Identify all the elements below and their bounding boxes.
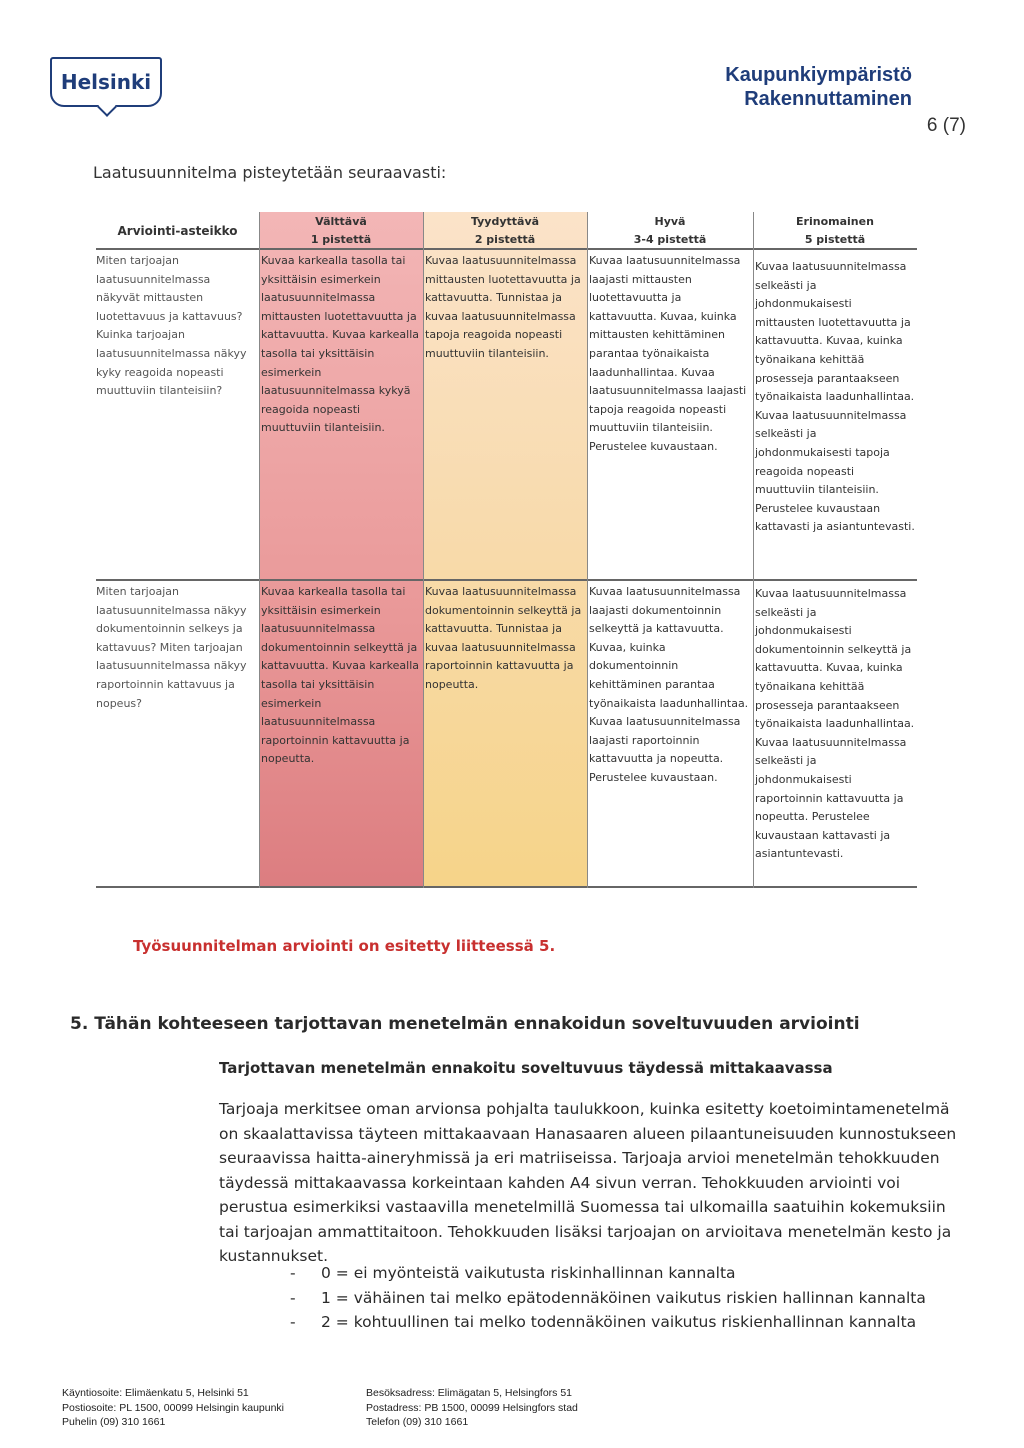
list-item: - 2 = kohtuullinen tai melko todennäköinen vaikutus riskienhallinnan kannalta [290, 1313, 917, 1331]
footer-left-line-1: Postiosoite: PL 1500, 00099 Helsingin kaupunki [62, 1401, 285, 1414]
header-hyva-title: Hyvä [654, 215, 686, 228]
scale-item-2: 2 = kohtuullinen tai melko todennäköinen vaikutus riskienhallinnan kannalta [321, 1313, 917, 1331]
header-tyydyttava [423, 213, 587, 249]
row2-erinomainen: Kuvaa laatusuunnitelmassa selkeästi ja johdonmukaisesti dokumentoinnin selkeyttä ja kattavuutta. Kuvaa, kuinka työnaikana kehittää prosesseja parantaakseen työnaikaista laadunhallintaa. Kuvaa laatusuunnitelmassa selkeästi ja johdonmukaisesti raportoinnin kattavuutta ja nopeutta. Perustelee kuvaustaan kattavasti ja asiantuntevasti. [755, 587, 915, 861]
header-tyydyttava-title: Tyydyttävä [470, 215, 540, 228]
footer-right-line-1: Postadress: PB 1500, 00099 Helsingfors stad [366, 1401, 578, 1414]
row1-erinomainen: Kuvaa laatusuunnitelmassa selkeästi ja johdonmukaisesti mittausten luotettavuutta ja kattavuutta. Kuvaa, kuinka työnaikana kehittää prosesseja parantaakseen työnaikaista laadunhallintaa. Kuvaa laatusuunnitelmassa selkeästi ja johdonmukaisesti tapoja reagoida nopeasti muuttuviin tilanteisiin. Perustelee kuvaustaan kattavasti ja asiantuntevasti. [755, 260, 915, 534]
section-body: Tarjoaja merkitsee oman arvionsa pohjalta taulukkoon, kuinka esitetty koetoimintamenetelmä on skaalattavissa täyteen mittakaavaan Hanasaaren alueen pilaantuneisuuden kunnostukseen seuraavissa haitta-aineryhmissä ja eri matriiseissa. Tarjoaja arvioi menetelmän tehokkuuden täydessä mittakaavassa korkeintaan kahden A4 sivun verran. Tehokkuuden arviointi voi perustua esimerkiksi vastaavilla menetelmillä Suomessa tai ulkomailla saatuihin kokemuksiin tai tarjoajan ammattitaitoon. Tehokkuuden lisäksi tarjoajan on arvioitava menetelmän kesto ja kustannukset. [219, 1100, 957, 1265]
header-scale-title: Arviointi-asteikko [117, 224, 238, 238]
row1-question: Miten tarjoajan laatusuunnitelmassa näkyvät mittausten luotettavuus ja kattavuus? Kuinka tarjoajan laatusuunnitelmassa näkyy kyky reagoida nopeasti muuttuviin tilanteisiin? [96, 254, 247, 398]
scale-item-1: 1 = vähäinen tai melko epätodennäköinen vaikutus riskien hallinnan kannalta [321, 1288, 926, 1307]
col-divider-2 [423, 212, 424, 888]
header-valttava-title: Välttävä [315, 215, 367, 228]
col-divider-4 [753, 212, 754, 888]
logo-text: Helsinki [60, 70, 152, 94]
row-divider [96, 579, 917, 581]
footer-left-line-0: Käyntiosoite: Elimäenkatu 5, Helsinki 51 [62, 1387, 249, 1399]
row1-hyva: Kuvaa laatusuunnitelmassa laajasti mittausten luotettavuutta ja kattavuutta. Kuvaa, kuinka mittausten kehittäminen parantaa työnaikaista laadunhallintaa. Kuvaa laatusuunnitelmassa laajasti tapoja reagoida nopeasti muuttuviin tilanteisiin. Perustelee kuvaustaan. [589, 254, 747, 453]
header-tyydyttava-points: 2 pistettä [474, 233, 536, 246]
header-hyva-points: 3-4 pistettä [633, 233, 707, 246]
footer-finnish [62, 1386, 284, 1430]
scale-item-0: 0 = ei myönteistä vaikutusta riskinhallinnan kannalta [321, 1264, 736, 1282]
footer-right-line-2: Telefon (09) 310 1661 [366, 1416, 469, 1428]
scoring-scale-list [290, 1261, 926, 1335]
footer-left-line-2: Puhelin (09) 310 1661 [62, 1416, 166, 1428]
table-bottom-rule [96, 886, 917, 888]
row2-valttava: Kuvaa karkealla tasolla tai yksittäisin esimerkein laatusuunnitelmassa dokumentoinnin selkeyttä ja kattavuutta. Kuvaa karkealla tasolla tai yksittäisin esimerkein laatusuunnitelmassa raportoinnin kattavuutta ja nopeutta. [261, 585, 420, 766]
section-title: 5. Tähän kohteeseen tarjottavan menetelmän ennakoidun soveltuvuuden arviointi [70, 1014, 860, 1034]
department [725, 63, 912, 111]
department-line-2: Rakennuttaminen [744, 88, 912, 110]
row1-tyydyttava: Kuvaa laatusuunnitelmassa mittausten luotettavuutta ja kattavuutta. Tunnistaa ja kuvaa laatusuunnitelmassa tapoja reagoida nopeasti muuttuviin tilanteisiin. [425, 254, 581, 360]
col-divider-1 [259, 212, 260, 888]
row2-tyydyttava: Kuvaa laatusuunnitelmassa dokumentoinnin selkeyttä ja kattavuutta. Tunnistaa ja kuvaa laatusuunnitelmassa raportoinnin kattavuutta ja nopeutta. [425, 585, 582, 691]
list-item: - 0 = ei myönteistä vaikutusta riskinhallinnan kannalta [290, 1264, 736, 1282]
col-divider-3 [587, 212, 588, 888]
header-scale [96, 222, 259, 240]
section-subtitle: Tarjottavan menetelmän ennakoitu soveltuvuus täydessä mittakaavassa [219, 1059, 833, 1077]
header-erinomainen-points: 5 pistettä [804, 233, 866, 246]
department-line-1: Kaupunkiympäristö [725, 64, 912, 86]
row1-valttava: Kuvaa karkealla tasolla tai yksittäisin esimerkein laatusuunnitelmassa mittausten luotettavuutta ja kattavuutta. Kuvaa karkealla tasolla tai yksittäisin esimerkein laatusuunnitelmassa kykyä reagoida nopeasti muuttuviin tilanteisiin. [261, 254, 420, 435]
footer-right-line-0: Besöksadress: Elimägatan 5, Helsingfors 51 [366, 1387, 573, 1399]
header-valttava [259, 213, 423, 249]
appendix-note: Työsuunnitelman arviointi on esitetty liitteessä 5. [133, 937, 556, 955]
header-hyva [587, 213, 753, 249]
footer-swedish [366, 1386, 578, 1430]
intro-text: Laatusuunnitelma pisteytetään seuraavasti: [93, 163, 447, 182]
page-number: 6 (7) [926, 115, 966, 136]
header-valttava-points: 1 pistettä [310, 233, 372, 246]
header-erinomainen [753, 213, 917, 249]
list-item: - 1 = vähäinen tai melko epätodennäköinen vaikutus riskien hallinnan kannalta [290, 1288, 926, 1307]
row2-hyva: Kuvaa laatusuunnitelmassa laajasti dokumentoinnin selkeyttä ja kattavuutta. Kuvaa, kuinka dokumentoinnin kehittäminen parantaa työnaikaista laadunhallintaa. Kuvaa laatusuunnitelmassa laajasti raportoinnin kattavuutta ja nopeutta. Perustelee kuvaustaan. [589, 585, 749, 784]
scoring-table [96, 212, 917, 888]
header-erinomainen-title: Erinomainen [796, 215, 874, 228]
helsinki-logo [50, 57, 162, 107]
row2-question: Miten tarjoajan laatusuunnitelmassa näkyy dokumentoinnin selkeys ja kattavuus? Miten tarjoajan laatusuunnitelmassa näkyy raportoinnin kattavuus ja nopeus? [96, 585, 247, 710]
logo-notch [97, 97, 117, 117]
